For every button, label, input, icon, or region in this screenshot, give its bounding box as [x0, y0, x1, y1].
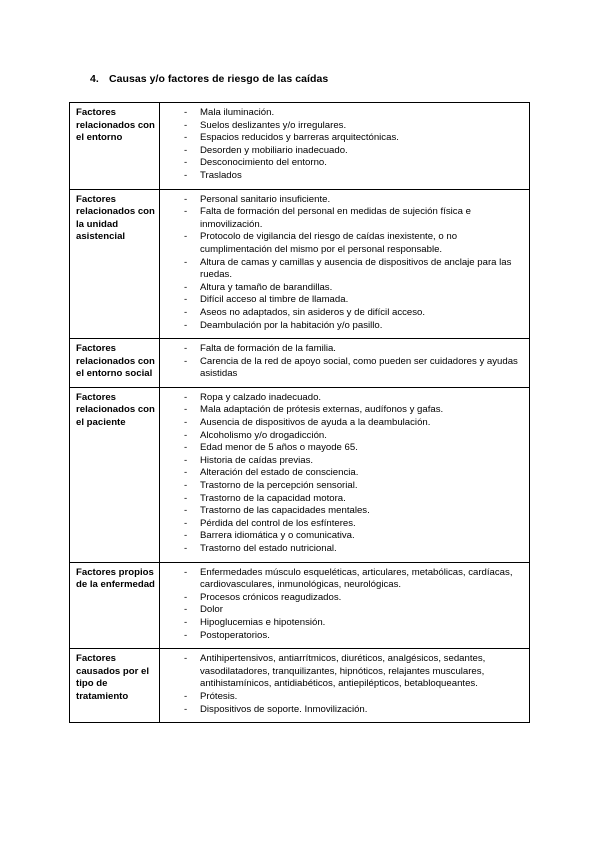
factor-list [160, 343, 523, 381]
factor-items-cell [160, 387, 530, 562]
factor-list-item [160, 343, 523, 356]
factor-item-text: Falta de formación del personal en medidas de sujeción física e inmovilización. [200, 206, 471, 230]
factor-item-text: Barrera idiomática y o comunicativa. [200, 530, 355, 542]
factor-list-item [160, 392, 523, 405]
factor-list-item [160, 617, 523, 630]
factor-category-label: Factores relacionados con el paciente [70, 387, 160, 562]
factor-item-text: Alcoholismo y/o drogadicción. [200, 429, 327, 441]
factor-item-text: Dolor [200, 604, 223, 616]
factor-item-text: Trastorno de la percepción sensorial. [200, 480, 358, 492]
section-heading [90, 73, 328, 85]
factor-list-item [160, 170, 523, 183]
factor-list-item [160, 257, 523, 282]
bullet-dash: - [184, 530, 188, 542]
factor-item-text: Falta de formación de la familia. [200, 343, 336, 355]
bullet-dash: - [184, 505, 188, 517]
factor-item-text: Personal sanitario insuficiente. [200, 193, 331, 205]
factor-list-item [160, 282, 523, 295]
factor-item-text: Antihipertensivos, antiarrítmicos, diuréticos, analgésicos, sedantes, vasodilatadores, tranquilizantes, hipnóticos, relajantes musculares, antihistamínicos, antidiabéticos, antiepilépticos, betabloqueantes. [200, 653, 486, 690]
factor-item-text: Edad menor de 5 años o mayode 65. [200, 442, 358, 454]
factor-item-text: Protocolo de vigilancia del riesgo de caídas inexistente, o no cumplimentación del mismo por el personal responsable. [200, 231, 458, 255]
factor-list [160, 567, 523, 643]
factor-item-text: Mala iluminación. [200, 107, 275, 118]
factor-items-cell [160, 649, 530, 723]
factor-list-item [160, 480, 523, 493]
factor-list-item [160, 417, 523, 430]
factor-item-text: Trastorno del estado nutricional. [200, 543, 337, 554]
bullet-dash: - [184, 417, 188, 429]
factor-row [70, 649, 530, 723]
bullet-dash: - [184, 591, 188, 603]
factor-item-text: Procesos crónicos reagudizados. [200, 591, 342, 603]
factor-row [70, 562, 530, 649]
factor-item-text: Suelos deslizantes y/o irregulares. [200, 119, 347, 131]
factor-item-text: Historia de caídas previas. [200, 454, 314, 466]
factor-category-label: Factores relacionados con la unidad asistencial [70, 189, 160, 339]
bullet-dash: - [184, 517, 188, 529]
factor-items-cell [160, 103, 530, 190]
bullet-dash: - [184, 281, 188, 293]
factor-list-item [160, 455, 523, 468]
factor-list-item [160, 107, 523, 120]
factor-list-item [160, 543, 523, 556]
bullet-dash: - [184, 629, 188, 641]
bullet-dash: - [184, 169, 188, 181]
bullet-dash: - [184, 107, 188, 118]
factor-list [160, 653, 523, 716]
factor-list-item [160, 356, 523, 381]
factor-list-item [160, 307, 523, 320]
factor-item-text: Carencia de la red de apoyo social, como pueden ser cuidadores y ayudas asistidas [200, 355, 518, 380]
bullet-dash: - [184, 454, 188, 466]
bullet-dash: - [184, 119, 188, 131]
factor-list-item [160, 132, 523, 145]
factor-category-label: Factores propios de la enfermedad [70, 562, 160, 649]
bullet-dash: - [184, 193, 188, 205]
factor-item-text: Deambulación por la habitación y/o pasillo. [200, 319, 383, 331]
factor-item-text: Desorden y mobiliario inadecuado. [200, 144, 348, 156]
bullet-dash: - [184, 653, 188, 665]
factor-list-item [160, 630, 523, 643]
factor-item-text: Trastorno de la capacidad motora. [200, 492, 346, 504]
factor-items-cell [160, 189, 530, 339]
bullet-dash: - [184, 319, 188, 331]
factor-list-item [160, 194, 523, 207]
factor-item-text: Traslados [200, 169, 242, 181]
factor-item-text: Dispositivos de soporte. Inmovilización. [200, 703, 368, 715]
factor-list-item [160, 120, 523, 133]
bullet-dash: - [184, 157, 188, 169]
factor-list-item [160, 145, 523, 158]
factor-list [160, 194, 523, 333]
risk-factors-table [69, 102, 530, 723]
bullet-dash: - [184, 492, 188, 504]
factor-list-item [160, 691, 523, 704]
bullet-dash: - [184, 294, 188, 306]
bullet-dash: - [184, 616, 188, 628]
factor-list-item [160, 518, 523, 531]
factor-item-text: Ropa y calzado inadecuado. [200, 391, 322, 403]
factor-list [160, 392, 523, 556]
bullet-dash: - [184, 306, 188, 318]
section-number: 4. [90, 73, 99, 85]
factor-items-cell [160, 562, 530, 649]
factor-items-cell [160, 339, 530, 388]
factor-list-item [160, 530, 523, 543]
factor-item-text: Alteración del estado de consciencia. [200, 467, 359, 479]
risk-factors-table-body [70, 103, 530, 723]
factor-list-item [160, 592, 523, 605]
factor-item-text: Aseos no adaptados, sin asideros y de difícil acceso. [200, 306, 426, 318]
bullet-dash: - [184, 206, 188, 218]
factor-row [70, 339, 530, 388]
factor-list-item [160, 567, 523, 592]
factor-item-text: Pérdida del control de los esfínteres. [200, 517, 356, 529]
factor-category-label: Factores causados por el tipo de tratamiento [70, 649, 160, 723]
factor-list-item [160, 505, 523, 518]
factor-item-text: Trastorno de las capacidades mentales. [200, 505, 370, 517]
factor-list-item [160, 231, 523, 256]
factor-list-item [160, 294, 523, 307]
bullet-dash: - [184, 343, 188, 355]
factor-item-text: Hipoglucemias e hipotensión. [200, 616, 326, 628]
factor-item-text: Altura y tamaño de barandillas. [200, 281, 333, 293]
bullet-dash: - [184, 604, 188, 616]
factor-list [160, 107, 523, 183]
factor-list-item [160, 653, 523, 691]
factor-list-item [160, 604, 523, 617]
bullet-dash: - [184, 144, 188, 156]
factor-item-text: Enfermedades músculo esqueléticas, articulares, metabólicas, cardíacas, cardiovasculares, inmunológicas, neurológicas. [200, 566, 513, 591]
bullet-dash: - [184, 231, 188, 243]
factor-item-text: Desconocimiento del entorno. [200, 157, 327, 169]
bullet-dash: - [184, 442, 188, 454]
bullet-dash: - [184, 429, 188, 441]
factor-row [70, 387, 530, 562]
factor-item-text: Altura de camas y camillas y ausencia de dispositivos de anclaje para las ruedas. [200, 256, 512, 281]
bullet-dash: - [184, 566, 188, 578]
factor-item-text: Difícil acceso al timbre de llamada. [200, 294, 349, 306]
factor-row [70, 103, 530, 190]
section-title: Causas y/o factores de riesgo de las caídas [108, 73, 329, 85]
factor-list-item [160, 493, 523, 506]
bullet-dash: - [184, 467, 188, 479]
bullet-dash: - [184, 703, 188, 715]
factor-item-text: Espacios reducidos y barreras arquitectónicas. [200, 132, 399, 144]
bullet-dash: - [184, 404, 188, 416]
factor-list-item [160, 430, 523, 443]
factor-row [70, 189, 530, 339]
factor-item-text: Mala adaptación de prótesis externas, audífonos y gafas. [200, 404, 444, 416]
factor-category-label: Factores relacionados con el entorno social [70, 339, 160, 388]
factor-list-item [160, 404, 523, 417]
factor-list-item [160, 320, 523, 333]
bullet-dash: - [184, 256, 188, 268]
factor-item-text: Postoperatorios. [200, 629, 270, 641]
factor-list-item [160, 157, 523, 170]
bullet-dash: - [184, 480, 188, 492]
factor-list-item [160, 467, 523, 480]
factor-list-item [160, 704, 523, 717]
bullet-dash: - [184, 543, 188, 554]
bullet-dash: - [184, 132, 188, 144]
bullet-dash: - [184, 391, 188, 403]
factor-item-text: Ausencia de dispositivos de ayuda a la deambulación. [200, 417, 431, 429]
factor-list-item [160, 206, 523, 231]
factor-item-text: Prótesis. [200, 690, 238, 702]
factor-list-item [160, 442, 523, 455]
bullet-dash: - [184, 690, 188, 702]
factor-category-label: Factores relacionados con el entorno [70, 103, 160, 190]
bullet-dash: - [184, 355, 188, 367]
